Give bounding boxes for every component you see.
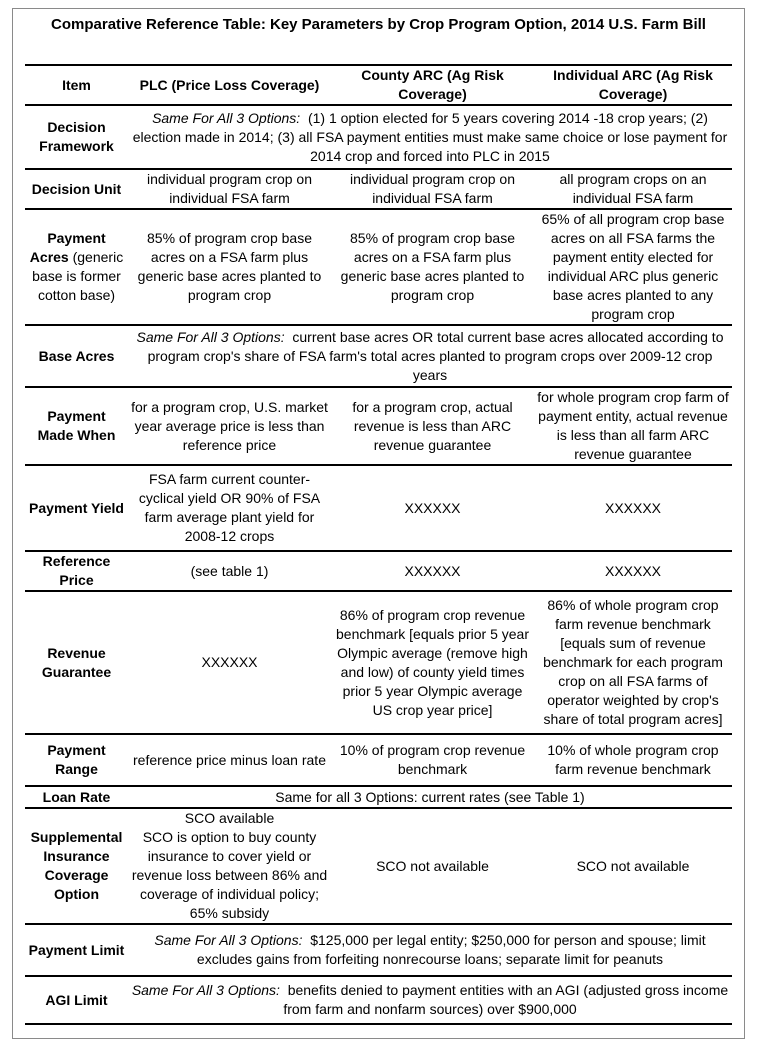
same-prefix: Same For All 3 Options:	[154, 932, 303, 948]
row-label	[25, 209, 128, 325]
comparison-table	[25, 64, 732, 1025]
table-row	[25, 387, 732, 465]
row-label-main: Payment Acres	[29, 230, 106, 265]
row-label: Payment Made When	[37, 408, 116, 443]
table-row	[25, 169, 732, 209]
cell-individual-arc: 65% of all program crop base acres on all FSA farms the payment entity elected for individual ARC plus generic base acres planted to any program crop	[541, 211, 725, 322]
cell-individual-arc: XXXXXX	[604, 499, 662, 516]
cell-county-arc: 86% of program crop revenue benchmark [equals prior 5 year Olympic average (remove high and low) of county yield times prior 5 year Olympic average US crop year price]	[336, 606, 529, 718]
row-cell-all	[128, 105, 732, 169]
cell-plc: FSA farm current counter-cyclical yield OR 90% of FSA farm average plant yield for 2008-12 crops	[138, 471, 321, 544]
cell-individual-arc: 10% of whole program crop farm revenue benchmark	[547, 742, 719, 777]
cell-county-arc: XXXXXX	[404, 562, 461, 579]
cell-county-arc: for a program crop, actual revenue is less than ARC revenue guarantee	[352, 398, 513, 453]
cell-county-arc: SCO not available	[376, 857, 489, 874]
row-label-note: (generic base is former cotton base)	[32, 249, 124, 303]
row-label: Payment Range	[47, 742, 106, 777]
row-cell-all	[128, 976, 732, 1024]
row-label: Reference Price	[42, 553, 111, 588]
sco-description: SCO is option to buy county insurance to cover yield or revenue loss between 86% and coverage of individual policy; 65% subsidy	[131, 829, 328, 921]
table-row	[25, 924, 732, 976]
header-plc: PLC (Price Loss Coverage)	[139, 76, 320, 93]
row-label: Supplemental Insurance Coverage Option	[30, 829, 123, 902]
table-row	[25, 808, 732, 924]
cell-text: $125,000 per legal entity; $250,000 for person and spouse; limit excludes gains from forfeiting nonrecourse loans; separate limit for peanuts	[196, 932, 706, 967]
table-row	[25, 976, 732, 1024]
cell-plc: (see table 1)	[190, 562, 269, 579]
page-title: Comparative Reference Table: Key Parameters by Crop Program Option, 2014 U.S. Farm Bill	[51, 16, 706, 33]
cell-plc: XXXXXX	[201, 654, 258, 670]
table-row	[25, 325, 732, 387]
row-label: Payment Yield	[29, 499, 124, 516]
row-cell-all: Same for all 3 Options: current rates (see Table 1)	[275, 788, 585, 805]
header-individual-arc: Individual ARC (Ag Risk Coverage)	[553, 67, 713, 102]
row-label: Loan Rate	[42, 788, 111, 805]
cell-county-arc: 85% of program crop base acres on a FSA farm plus generic base acres planted to program crop	[340, 230, 525, 303]
cell-plc: 85% of program crop base acres on a FSA farm plus generic base acres planted to program crop	[137, 230, 322, 303]
cell-individual-arc: 86% of whole program crop farm revenue benchmark [equals sum of revenue benchmark for each program crop on all FSA farms of operator weighted by crop's share of total program acres]	[543, 597, 723, 727]
cell-plc: for a program crop, U.S. market year average price is less than reference price	[131, 398, 328, 453]
row-cell-all	[128, 924, 732, 976]
same-prefix: Same For All 3 Options:	[136, 328, 285, 345]
cell-individual-arc: XXXXXX	[604, 562, 662, 579]
row-cell-all	[128, 325, 732, 387]
cell-plc: individual program crop on individual FSA farm	[147, 171, 312, 206]
cell-county-arc: 10% of program crop revenue benchmark	[339, 742, 526, 777]
same-prefix: Same For All 3 Options:	[131, 982, 280, 998]
row-label: AGI Limit	[45, 991, 108, 1008]
cell-county-arc: individual program crop on individual FSA farm	[350, 171, 515, 206]
table-row	[25, 734, 732, 786]
cell-text: (1) 1 option elected for 5 years covering 2014 -18 crop years; (2) election made in 2014; (3) all FSA payment entities must make same choice or lose payment for 2014 crop and forced into PLC in 2015	[132, 109, 728, 164]
table-row	[25, 786, 732, 808]
header-item: Item	[62, 76, 91, 93]
same-prefix: Same For All 3 Options:	[152, 109, 301, 126]
cell-text: current base acres OR total current base acres allocated according to program crop's share of FSA farm's total acres planted to program crops over 2009-12 crop years	[147, 328, 724, 383]
table-row	[25, 105, 732, 169]
cell-individual-arc: SCO not available	[576, 857, 690, 874]
row-label: Decision Framework	[39, 119, 114, 154]
cell-individual-arc: all program crops on an individual FSA farm	[559, 171, 707, 206]
header-county-arc: County ARC (Ag Risk Coverage)	[361, 67, 504, 102]
row-label: Revenue Guarantee	[41, 644, 112, 680]
table-row	[25, 209, 732, 325]
table-row	[25, 465, 732, 551]
row-label: Decision Unit	[31, 180, 122, 197]
row-label: Payment Limit	[28, 941, 125, 958]
cell-individual-arc: for whole program crop farm of payment entity, actual revenue is less than all farm ARC revenue guarantee	[537, 389, 729, 462]
table-row	[25, 551, 732, 591]
table-row	[25, 591, 732, 734]
cell-county-arc: XXXXXX	[404, 499, 461, 516]
cell-plc: reference price minus loan rate	[133, 751, 326, 768]
header-row	[25, 65, 732, 105]
cell-plc	[128, 808, 331, 924]
row-label: Base Acres	[38, 347, 115, 364]
sco-available: SCO available	[184, 810, 275, 826]
cell-text: benefits denied to payment entities with an AGI (adjusted gross income from farm and nonfarm sources) over $900,000	[283, 982, 729, 1017]
